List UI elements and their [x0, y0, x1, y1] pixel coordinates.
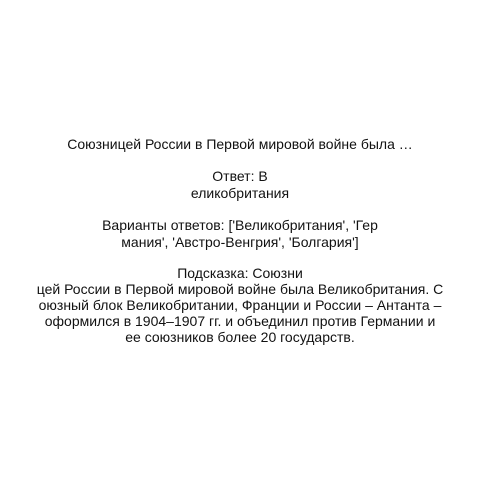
- answer-line-1: Ответ: В: [212, 168, 268, 184]
- hint-line-3: оюзный блок Великобритании, Франции и России – Антанта –: [38, 297, 442, 313]
- hint-line-5: ее союзников более 20 государств.: [125, 329, 355, 345]
- question-text: Союзницей России в Первой мировой войне была …: [67, 136, 413, 152]
- hint-line-2: цей России в Первой мировой войне была Великобритания. С: [36, 281, 444, 297]
- hint-line-1: Подсказка: Союзни: [177, 265, 303, 281]
- answer-line-2: еликобритания: [190, 185, 290, 201]
- options-line-1: Варианты ответов: ['Великобритания', 'Гер: [102, 217, 378, 233]
- options-line-2: мания', 'Австро-Венгрия', 'Болгария']: [121, 234, 359, 250]
- hint-line-4: оформился в 1904–1907 гг. и объединил против Германии и: [44, 313, 436, 329]
